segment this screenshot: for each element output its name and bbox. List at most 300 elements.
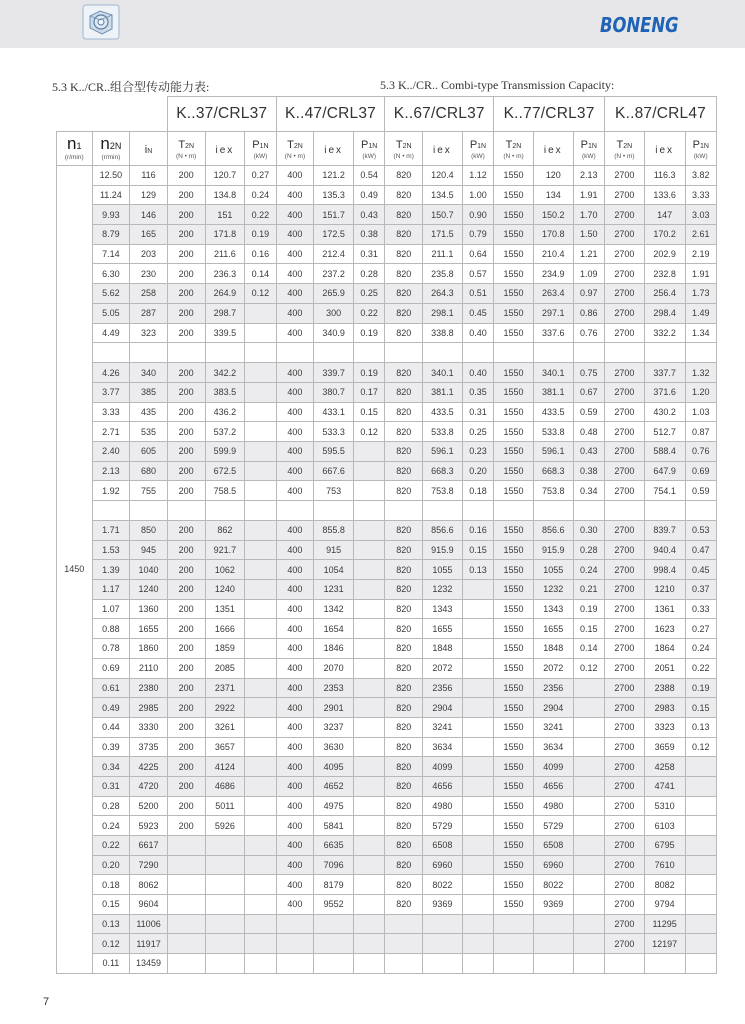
table-cell <box>314 954 354 974</box>
table-cell <box>533 954 573 974</box>
table-row <box>57 166 717 186</box>
table-cell <box>354 737 385 757</box>
table-cell: 0.27 <box>245 166 276 186</box>
table-cell: 8022 <box>423 875 463 895</box>
table-cell: 337.7 <box>644 363 685 383</box>
table-cell: 297.1 <box>533 303 573 323</box>
table-cell: 120.4 <box>423 166 463 186</box>
table-cell: 151 <box>205 205 245 225</box>
table-cell <box>462 914 493 934</box>
table-cell: 820 <box>385 855 423 875</box>
table-cell <box>354 639 385 659</box>
table-cell <box>245 303 276 323</box>
table-cell: 400 <box>276 776 314 796</box>
table-cell: 753.8 <box>533 481 573 501</box>
table-cell: 2700 <box>605 678 645 698</box>
table-cell: 200 <box>167 698 205 718</box>
table-cell <box>423 501 463 521</box>
table-cell: 202.9 <box>644 244 685 264</box>
table-cell: 400 <box>276 461 314 481</box>
table-cell <box>573 737 604 757</box>
table-cell: 340.1 <box>423 363 463 383</box>
table-cell <box>167 855 205 875</box>
table-cell: 0.39 <box>92 737 130 757</box>
table-cell: 236.3 <box>205 264 245 284</box>
header-p1n-symbol: P1N <box>252 139 269 152</box>
table-cell <box>573 678 604 698</box>
table-cell: 2700 <box>605 166 645 186</box>
table-cell: 7610 <box>644 855 685 875</box>
table-cell: 211.6 <box>205 244 245 264</box>
table-cell: 0.16 <box>245 244 276 264</box>
table-cell: 200 <box>167 363 205 383</box>
table-cell: 1655 <box>423 619 463 639</box>
table-cell <box>462 580 493 600</box>
table-cell: 2985 <box>130 698 168 718</box>
table-cell <box>245 461 276 481</box>
table-cell: 2072 <box>533 658 573 678</box>
table-cell: 2051 <box>644 658 685 678</box>
table-cell: 256.4 <box>644 284 685 304</box>
table-cell: 0.38 <box>573 461 604 481</box>
brand-logo: BONENG <box>600 13 679 37</box>
table-cell <box>276 954 314 974</box>
table-cell <box>685 954 716 974</box>
table-row <box>57 402 717 422</box>
model-header: K..67/CRL37 <box>385 97 494 132</box>
table-cell: 820 <box>385 776 423 796</box>
header-p1n <box>354 132 385 166</box>
table-cell: 0.40 <box>462 323 493 343</box>
table-cell <box>462 658 493 678</box>
table-cell <box>462 757 493 777</box>
table-cell: 839.7 <box>644 521 685 541</box>
table-cell: 234.9 <box>533 264 573 284</box>
table-cell: 3261 <box>205 717 245 737</box>
table-cell <box>644 954 685 974</box>
table-cell: 596.1 <box>533 441 573 461</box>
table-cell <box>205 855 245 875</box>
table-cell: 151.7 <box>314 205 354 225</box>
table-cell <box>644 343 685 363</box>
table-cell: 170.8 <box>533 225 573 245</box>
table-cell <box>573 757 604 777</box>
header-iex-label: iex <box>655 144 675 156</box>
table-cell: 400 <box>276 481 314 501</box>
table-cell: 6508 <box>533 836 573 856</box>
table-cell <box>494 954 534 974</box>
table-cell: 400 <box>276 166 314 186</box>
table-cell: 820 <box>385 521 423 541</box>
table-cell: 0.19 <box>245 225 276 245</box>
table-cell: 1550 <box>494 363 534 383</box>
table-cell: 753 <box>314 481 354 501</box>
table-cell: 1550 <box>494 205 534 225</box>
table-cell <box>130 501 168 521</box>
table-row <box>57 560 717 580</box>
table-cell: 0.86 <box>573 303 604 323</box>
table-cell: 1231 <box>314 580 354 600</box>
table-cell: 820 <box>385 580 423 600</box>
table-cell: 4980 <box>423 796 463 816</box>
table-cell: 129 <box>130 185 168 205</box>
table-cell: 4652 <box>314 776 354 796</box>
table-cell <box>92 343 130 363</box>
table-cell: 400 <box>276 678 314 698</box>
table-cell: 0.47 <box>685 540 716 560</box>
table-cell <box>462 639 493 659</box>
table-cell: 4980 <box>533 796 573 816</box>
table-cell: 2700 <box>605 303 645 323</box>
header-t2n <box>385 132 423 166</box>
table-cell: 2700 <box>605 836 645 856</box>
table-cell: 4.26 <box>92 363 130 383</box>
table-cell <box>533 914 573 934</box>
table-cell: 212.4 <box>314 244 354 264</box>
table-cell <box>385 914 423 934</box>
table-cell <box>462 934 493 954</box>
table-cell: 200 <box>167 244 205 264</box>
table-cell: 1550 <box>494 481 534 501</box>
table-cell: 1.91 <box>573 185 604 205</box>
table-cell: 0.88 <box>92 619 130 639</box>
header-iex <box>533 132 573 166</box>
table-cell: 820 <box>385 303 423 323</box>
table-cell <box>573 934 604 954</box>
table-cell <box>462 619 493 639</box>
table-cell: 820 <box>385 658 423 678</box>
table-cell <box>423 954 463 974</box>
table-row <box>57 441 717 461</box>
table-cell <box>354 658 385 678</box>
table-cell: 1550 <box>494 264 534 284</box>
table-row <box>57 284 717 304</box>
table-cell: 1623 <box>644 619 685 639</box>
table-cell: 400 <box>276 264 314 284</box>
table-cell: 6795 <box>644 836 685 856</box>
table-cell <box>205 954 245 974</box>
table-cell: 5729 <box>423 816 463 836</box>
table-cell: 121.2 <box>314 166 354 186</box>
table-cell <box>167 501 205 521</box>
table-cell: 2371 <box>205 678 245 698</box>
table-cell: 1550 <box>494 284 534 304</box>
model-header: K..87/CRL47 <box>605 97 717 132</box>
table-cell <box>314 501 354 521</box>
table-cell: 0.19 <box>685 678 716 698</box>
table-cell <box>685 816 716 836</box>
table-cell: 2700 <box>605 717 645 737</box>
table-cell: 298.7 <box>205 303 245 323</box>
table-cell: 2904 <box>423 698 463 718</box>
table-row <box>57 185 717 205</box>
table-cell: 0.19 <box>354 363 385 383</box>
table-cell: 0.34 <box>92 757 130 777</box>
table-cell: 2983 <box>644 698 685 718</box>
table-cell <box>685 836 716 856</box>
table-cell: 232.8 <box>644 264 685 284</box>
table-cell <box>354 776 385 796</box>
table-cell <box>354 461 385 481</box>
table-cell: 8.79 <box>92 225 130 245</box>
table-cell <box>605 954 645 974</box>
table-cell: 667.6 <box>314 461 354 481</box>
table-cell: 2700 <box>605 737 645 757</box>
table-cell <box>354 580 385 600</box>
table-cell: 203 <box>130 244 168 264</box>
table-cell: 8179 <box>314 875 354 895</box>
table-cell: 1.00 <box>462 185 493 205</box>
table-cell <box>314 914 354 934</box>
table-cell: 200 <box>167 303 205 323</box>
table-cell: 2356 <box>533 678 573 698</box>
header-t2n-symbol: T2N <box>505 139 522 152</box>
table-cell: 342.2 <box>205 363 245 383</box>
table-cell: 856.6 <box>533 521 573 541</box>
table-cell: 433.5 <box>423 402 463 422</box>
table-cell <box>462 816 493 836</box>
table-cell <box>573 875 604 895</box>
table-cell: 6617 <box>130 836 168 856</box>
table-cell: 915.9 <box>533 540 573 560</box>
table-cell <box>423 914 463 934</box>
table-cell: 1550 <box>494 619 534 639</box>
table-cell <box>354 954 385 974</box>
table-cell: 3735 <box>130 737 168 757</box>
table-cell: 1055 <box>423 560 463 580</box>
table-cell: 8062 <box>130 875 168 895</box>
table-cell <box>245 580 276 600</box>
table-cell <box>245 658 276 678</box>
gear-unit-logo-icon <box>82 4 120 40</box>
table-cell <box>245 619 276 639</box>
table-cell <box>462 501 493 521</box>
table-cell: 0.12 <box>92 934 130 954</box>
table-cell <box>385 501 423 521</box>
table-cell <box>685 343 716 363</box>
table-cell: 200 <box>167 658 205 678</box>
table-cell <box>685 895 716 915</box>
table-cell <box>494 343 534 363</box>
table-cell: 0.12 <box>245 284 276 304</box>
table-cell: 940.4 <box>644 540 685 560</box>
table-row <box>57 422 717 442</box>
header-iex-label: iex <box>324 144 344 156</box>
table-cell: 1550 <box>494 441 534 461</box>
header-n1 <box>57 132 93 166</box>
table-cell <box>533 934 573 954</box>
table-cell: 0.11 <box>92 954 130 974</box>
table-cell: 0.57 <box>462 264 493 284</box>
table-cell: 4656 <box>533 776 573 796</box>
header-t2n <box>276 132 314 166</box>
table-cell: 0.12 <box>354 422 385 442</box>
table-cell <box>167 934 205 954</box>
table-cell: 1342 <box>314 599 354 619</box>
table-cell <box>685 875 716 895</box>
table-cell: 0.22 <box>685 658 716 678</box>
table-cell: 6103 <box>644 816 685 836</box>
table-cell: 298.4 <box>644 303 685 323</box>
table-cell: 5841 <box>314 816 354 836</box>
header-p1n-unit: (kW) <box>253 153 268 161</box>
table-cell: 134 <box>533 185 573 205</box>
header-iex <box>314 132 354 166</box>
table-row <box>57 303 717 323</box>
table-cell <box>354 914 385 934</box>
table-cell <box>245 441 276 461</box>
table-cell: 820 <box>385 264 423 284</box>
table-cell: 133.6 <box>644 185 685 205</box>
table-cell <box>462 343 493 363</box>
table-cell: 2700 <box>605 225 645 245</box>
table-cell: 2700 <box>605 284 645 304</box>
table-cell: 862 <box>205 521 245 541</box>
table-cell: 0.15 <box>685 698 716 718</box>
header-n2 <box>92 132 130 166</box>
table-cell: 0.37 <box>685 580 716 600</box>
table-cell <box>245 914 276 934</box>
table-cell: 820 <box>385 225 423 245</box>
table-cell: 1848 <box>423 639 463 659</box>
header-p1n-symbol: P1N <box>692 139 709 152</box>
table-cell: 5729 <box>533 816 573 836</box>
table-cell: 1550 <box>494 678 534 698</box>
table-cell: 0.45 <box>462 303 493 323</box>
table-cell: 1655 <box>130 619 168 639</box>
table-cell <box>462 698 493 718</box>
table-cell: 4124 <box>205 757 245 777</box>
table-cell: 2353 <box>314 678 354 698</box>
table-cell: 6508 <box>423 836 463 856</box>
table-cell: 2700 <box>605 402 645 422</box>
table-cell: 0.90 <box>462 205 493 225</box>
table-cell: 1550 <box>494 580 534 600</box>
table-cell <box>245 560 276 580</box>
table-cell: 820 <box>385 284 423 304</box>
table-cell: 820 <box>385 323 423 343</box>
table-row <box>57 855 717 875</box>
table-cell: 4.49 <box>92 323 130 343</box>
table-cell: 237.2 <box>314 264 354 284</box>
table-cell: 433.5 <box>533 402 573 422</box>
table-cell <box>354 895 385 915</box>
table-cell <box>205 914 245 934</box>
table-cell: 400 <box>276 225 314 245</box>
table-cell: 6960 <box>533 855 573 875</box>
table-cell: 7096 <box>314 855 354 875</box>
table-cell: 0.18 <box>462 481 493 501</box>
table-cell <box>354 855 385 875</box>
table-cell <box>354 698 385 718</box>
table-cell <box>644 501 685 521</box>
table-cell: 0.69 <box>685 461 716 481</box>
table-cell: 9369 <box>423 895 463 915</box>
table-cell <box>462 678 493 698</box>
table-cell: 1.12 <box>462 166 493 186</box>
table-cell: 0.97 <box>573 284 604 304</box>
table-cell: 2070 <box>314 658 354 678</box>
table-cell: 0.27 <box>685 619 716 639</box>
table-cell: 0.79 <box>462 225 493 245</box>
table-cell: 0.22 <box>245 205 276 225</box>
table-cell: 0.25 <box>462 422 493 442</box>
header-p1n-symbol: P1N <box>580 139 597 152</box>
table-cell: 12.50 <box>92 166 130 186</box>
table-cell: 8082 <box>644 875 685 895</box>
table-cell <box>245 382 276 402</box>
table-cell: 200 <box>167 796 205 816</box>
table-cell <box>245 895 276 915</box>
table-cell: 200 <box>167 619 205 639</box>
table-cell <box>573 895 604 915</box>
table-cell: 4225 <box>130 757 168 777</box>
table-cell: 4686 <box>205 776 245 796</box>
table-cell <box>245 776 276 796</box>
table-cell: 2700 <box>605 934 645 954</box>
table-cell: 2700 <box>605 521 645 541</box>
table-cell <box>167 836 205 856</box>
table-cell <box>276 934 314 954</box>
table-cell: 680 <box>130 461 168 481</box>
header-p1n <box>573 132 604 166</box>
table-cell: 820 <box>385 816 423 836</box>
table-cell: 0.14 <box>573 639 604 659</box>
table-cell <box>462 599 493 619</box>
table-cell: 754.1 <box>644 481 685 501</box>
table-cell: 400 <box>276 363 314 383</box>
table-cell: 1.17 <box>92 580 130 600</box>
table-cell: 116 <box>130 166 168 186</box>
table-cell: 755 <box>130 481 168 501</box>
table-cell: 400 <box>276 717 314 737</box>
table-cell: 263.4 <box>533 284 573 304</box>
header-p1n-unit: (kW) <box>693 153 708 161</box>
table-cell: 1040 <box>130 560 168 580</box>
header-i-symbol: iN <box>144 143 153 156</box>
table-cell <box>573 816 604 836</box>
table-cell: 323 <box>130 323 168 343</box>
table-cell: 820 <box>385 402 423 422</box>
header-i <box>130 132 168 166</box>
header-n2-unit: (r/min) <box>101 154 121 162</box>
table-row <box>57 580 717 600</box>
table-row <box>57 382 717 402</box>
table-cell: 3659 <box>644 737 685 757</box>
table-cell: 0.48 <box>573 422 604 442</box>
header-t2n-symbol: T2N <box>287 139 303 152</box>
table-cell: 200 <box>167 382 205 402</box>
table-cell: 0.18 <box>92 875 130 895</box>
table-cell: 400 <box>276 580 314 600</box>
table-cell: 200 <box>167 205 205 225</box>
table-cell: 0.75 <box>573 363 604 383</box>
table-cell <box>385 343 423 363</box>
table-cell: 820 <box>385 619 423 639</box>
table-cell: 4095 <box>314 757 354 777</box>
table-cell <box>462 737 493 757</box>
table-cell <box>245 678 276 698</box>
table-cell: 1550 <box>494 855 534 875</box>
table-cell: 371.6 <box>644 382 685 402</box>
table-cell: 1.71 <box>92 521 130 541</box>
table-cell <box>245 836 276 856</box>
table-cell: 1.73 <box>685 284 716 304</box>
table-cell: 116.3 <box>644 166 685 186</box>
table-cell <box>573 796 604 816</box>
table-cell <box>354 757 385 777</box>
table-cell: 200 <box>167 166 205 186</box>
